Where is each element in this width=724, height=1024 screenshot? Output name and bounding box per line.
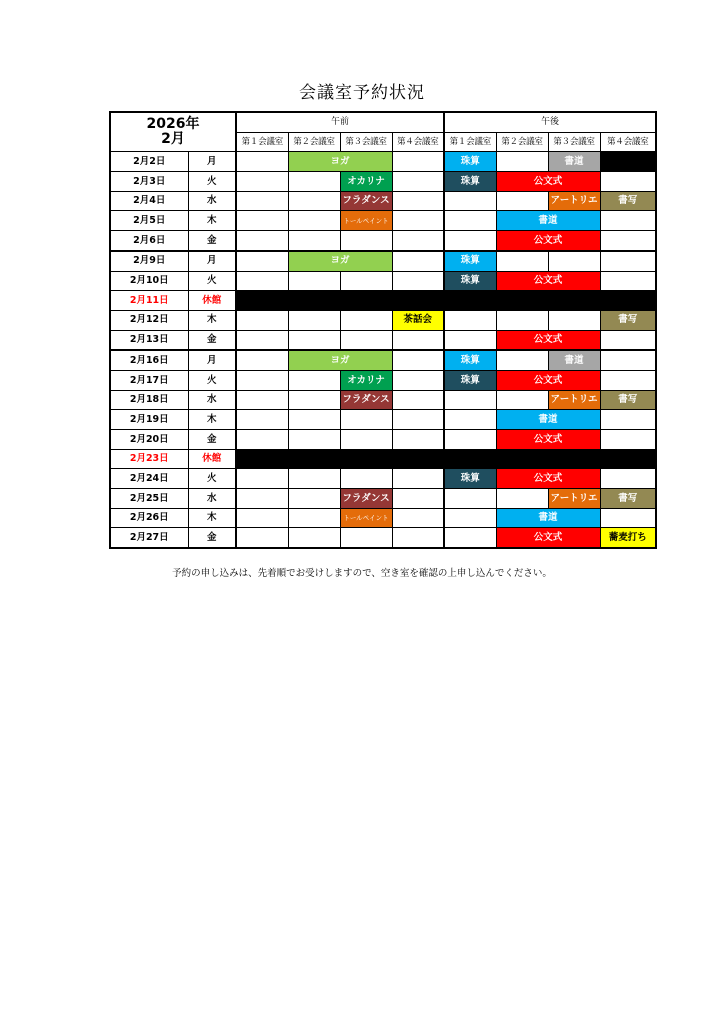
slot-cell: [236, 390, 288, 410]
slot-cell: [496, 489, 548, 509]
reservation-cell: 珠算: [444, 172, 496, 192]
weekday-cell: 休館: [188, 449, 236, 469]
slot-cell: [444, 330, 496, 350]
weekday-cell: 月: [188, 350, 236, 370]
weekday-cell: 水: [188, 390, 236, 410]
date-cell: 2月16日: [110, 350, 188, 370]
table-row: [110, 251, 656, 271]
reservation-cell: 珠算: [444, 251, 496, 271]
reservation-cell: ヨガ: [288, 350, 392, 370]
slot-cell: [392, 191, 444, 211]
slot-cell: [288, 330, 340, 350]
slot-cell: [600, 508, 656, 528]
slot-cell: [392, 469, 444, 489]
slot-cell: [600, 330, 656, 350]
table-row: [110, 330, 656, 350]
weekday-cell: 月: [188, 251, 236, 271]
weekday-cell: 木: [188, 211, 236, 231]
slot-cell: [288, 508, 340, 528]
weekday-cell: 木: [188, 508, 236, 528]
weekday-cell: 水: [188, 191, 236, 211]
date-cell: 2月10日: [110, 271, 188, 291]
reservation-cell: 書写: [600, 310, 656, 330]
slot-cell: [340, 310, 392, 330]
date-cell: 2月18日: [110, 390, 188, 410]
footnote: 予約の申し込みは、先着順でお受けしますので、空き室を確認の上申し込んでください。: [172, 568, 552, 579]
reservation-cell: フラダンス: [340, 390, 392, 410]
table-row: [110, 430, 656, 450]
date-cell: 2月6日: [110, 231, 188, 251]
reservation-cell: オカリナ: [340, 370, 392, 390]
slot-cell: [236, 370, 288, 390]
reservation-cell: 書写: [600, 489, 656, 509]
slot-cell: [340, 410, 392, 430]
weekday-cell: 金: [188, 528, 236, 548]
slot-cell: [236, 410, 288, 430]
room-header: 第４会議室: [600, 132, 656, 152]
slot-cell: [444, 390, 496, 410]
slot-cell: [392, 430, 444, 450]
date-cell: 2月24日: [110, 469, 188, 489]
reservation-cell: トールペイント: [340, 508, 392, 528]
slot-cell: [340, 271, 392, 291]
slot-cell: [236, 430, 288, 450]
slot-cell: [444, 410, 496, 430]
slot-cell: [392, 211, 444, 231]
slot-cell: [340, 430, 392, 450]
room-header: 第３会議室: [548, 132, 600, 152]
slot-cell: [340, 528, 392, 548]
slot-cell: [288, 271, 340, 291]
slot-cell: [392, 251, 444, 271]
reservation-cell: アートリエ: [548, 191, 600, 211]
reservation-cell: 書写: [600, 390, 656, 410]
reservation-cell: 書道: [496, 508, 600, 528]
slot-cell: [600, 410, 656, 430]
slot-cell: [288, 410, 340, 430]
slot-cell: [236, 191, 288, 211]
table-row: [110, 528, 656, 548]
reservation-cell: 公文式: [496, 430, 600, 450]
slot-cell: [288, 528, 340, 548]
slot-cell: [236, 271, 288, 291]
reservation-cell: アートリエ: [548, 390, 600, 410]
period-header-pm: 午後: [444, 112, 656, 132]
date-cell: 2月23日: [110, 449, 188, 469]
slot-cell: [600, 469, 656, 489]
slot-cell: [444, 191, 496, 211]
reservation-cell: 公文式: [496, 528, 600, 548]
reservation-cell: 珠算: [444, 152, 496, 172]
reservation-cell: 蕎麦打ち: [600, 528, 656, 548]
slot-cell: [392, 350, 444, 370]
slot-cell: [548, 310, 600, 330]
weekday-cell: 火: [188, 370, 236, 390]
reservation-cell: 珠算: [444, 271, 496, 291]
slot-cell: [600, 172, 656, 192]
slot-cell: [600, 231, 656, 251]
table-row: [110, 310, 656, 330]
reservation-table: [109, 111, 657, 549]
slot-cell: [496, 251, 548, 271]
slot-cell: [392, 489, 444, 509]
table-row: [110, 508, 656, 528]
reservation-cell: 珠算: [444, 350, 496, 370]
reservation-cell: ヨガ: [288, 251, 392, 271]
slot-cell: [444, 231, 496, 251]
closed-bar: [236, 449, 656, 469]
slot-cell: [288, 390, 340, 410]
slot-cell: [340, 231, 392, 251]
weekday-cell: 金: [188, 430, 236, 450]
slot-cell: [392, 508, 444, 528]
slot-cell: [288, 211, 340, 231]
slot-cell: [444, 430, 496, 450]
slot-cell: [236, 172, 288, 192]
slot-cell: [236, 469, 288, 489]
weekday-cell: 火: [188, 271, 236, 291]
reservation-cell: 珠算: [444, 370, 496, 390]
table-row: [110, 172, 656, 192]
date-cell: 2月12日: [110, 310, 188, 330]
reservation-cell: 書道: [548, 152, 600, 172]
slot-cell: [236, 508, 288, 528]
slot-cell: [236, 528, 288, 548]
slot-cell: [236, 330, 288, 350]
slot-cell: [444, 489, 496, 509]
room-header: 第１会議室: [236, 132, 288, 152]
reservation-cell: 公文式: [496, 370, 600, 390]
reservation-cell: 公文式: [496, 172, 600, 192]
period-header-am: 午前: [236, 112, 444, 132]
reservation-cell: 珠算: [444, 469, 496, 489]
slot-cell: [392, 330, 444, 350]
closed-bar: [236, 291, 656, 311]
slot-cell: [548, 251, 600, 271]
reservation-cell: トールペイント: [340, 211, 392, 231]
date-cell: 2月27日: [110, 528, 188, 548]
slot-cell: [288, 489, 340, 509]
reservation-cell: オカリナ: [340, 172, 392, 192]
table-row: [110, 211, 656, 231]
date-cell: 2月25日: [110, 489, 188, 509]
reservation-cell: フラダンス: [340, 489, 392, 509]
reservation-cell: 書写: [600, 191, 656, 211]
room-header: 第２会議室: [496, 132, 548, 152]
weekday-cell: 木: [188, 310, 236, 330]
slot-cell: [288, 370, 340, 390]
slot-cell: [236, 489, 288, 509]
slot-cell: [236, 350, 288, 370]
slot-cell: [236, 251, 288, 271]
date-cell: 2月2日: [110, 152, 188, 172]
slot-cell: [444, 508, 496, 528]
room-header: 第３会議室: [340, 132, 392, 152]
slot-cell: [392, 231, 444, 251]
weekday-cell: 木: [188, 410, 236, 430]
table-row: [110, 271, 656, 291]
table-row: [110, 152, 656, 172]
slot-cell: [288, 469, 340, 489]
slot-cell: [288, 310, 340, 330]
reservation-cell: 公文式: [496, 271, 600, 291]
slot-cell: [392, 410, 444, 430]
slot-cell: [444, 310, 496, 330]
slot-cell: [392, 390, 444, 410]
slot-cell: [288, 430, 340, 450]
month-label: 2月: [161, 131, 185, 148]
slot-cell: [392, 172, 444, 192]
reservation-cell: 書道: [496, 410, 600, 430]
table-row: [110, 350, 656, 370]
date-cell: 2月19日: [110, 410, 188, 430]
table-row: [110, 191, 656, 211]
date-cell: 2月13日: [110, 330, 188, 350]
slot-cell: [288, 231, 340, 251]
table-row: [110, 410, 656, 430]
table-row: [110, 449, 656, 469]
table-row: [110, 469, 656, 489]
slot-cell: [392, 271, 444, 291]
slot-cell: [236, 310, 288, 330]
date-cell: 2月11日: [110, 291, 188, 311]
date-cell: 2月3日: [110, 172, 188, 192]
slot-cell: [392, 528, 444, 548]
weekday-cell: 水: [188, 489, 236, 509]
slot-cell: [600, 430, 656, 450]
slot-cell: [236, 231, 288, 251]
reservation-cell: 公文式: [496, 330, 600, 350]
room-header: 第４会議室: [392, 132, 444, 152]
slot-cell: [496, 350, 548, 370]
slot-cell: [392, 152, 444, 172]
weekday-cell: 月: [188, 152, 236, 172]
slot-cell: [496, 390, 548, 410]
weekday-cell: 休館: [188, 291, 236, 311]
slot-cell: [340, 469, 392, 489]
reservation-cell: アートリエ: [548, 489, 600, 509]
date-cell: 2月26日: [110, 508, 188, 528]
year-label: 2026年: [146, 115, 200, 132]
date-cell: 2月20日: [110, 430, 188, 450]
slot-cell: [340, 330, 392, 350]
slot-cell: [236, 152, 288, 172]
slot-cell: [236, 211, 288, 231]
slot-cell: [600, 251, 656, 271]
slot-cell: [600, 152, 656, 172]
weekday-cell: 火: [188, 172, 236, 192]
reservation-cell: フラダンス: [340, 191, 392, 211]
weekday-cell: 火: [188, 469, 236, 489]
slot-cell: [444, 211, 496, 231]
slot-cell: [496, 152, 548, 172]
room-header: 第２会議室: [288, 132, 340, 152]
slot-cell: [496, 191, 548, 211]
table-row: [110, 489, 656, 509]
date-cell: 2月4日: [110, 191, 188, 211]
room-header: 第１会議室: [444, 132, 496, 152]
reservation-cell: 書道: [496, 211, 600, 231]
weekday-cell: 金: [188, 330, 236, 350]
table-row: [110, 291, 656, 311]
table-row: [110, 390, 656, 410]
table-row: [110, 370, 656, 390]
page-title: 会議室予約状況: [299, 83, 425, 103]
reservation-cell: ヨガ: [288, 152, 392, 172]
year-month-header: [110, 112, 236, 152]
date-cell: 2月17日: [110, 370, 188, 390]
reservation-cell: 公文式: [496, 231, 600, 251]
slot-cell: [600, 211, 656, 231]
reservation-cell: 書道: [548, 350, 600, 370]
slot-cell: [288, 191, 340, 211]
reservation-cell: 茶話会: [392, 310, 444, 330]
slot-cell: [496, 310, 548, 330]
reservation-cell: 公文式: [496, 469, 600, 489]
slot-cell: [600, 350, 656, 370]
slot-cell: [392, 370, 444, 390]
slot-cell: [288, 172, 340, 192]
date-cell: 2月9日: [110, 251, 188, 271]
table-row: [110, 231, 656, 251]
weekday-cell: 金: [188, 231, 236, 251]
schedule-body: [110, 152, 656, 548]
date-cell: 2月5日: [110, 211, 188, 231]
slot-cell: [444, 528, 496, 548]
slot-cell: [600, 271, 656, 291]
slot-cell: [600, 370, 656, 390]
